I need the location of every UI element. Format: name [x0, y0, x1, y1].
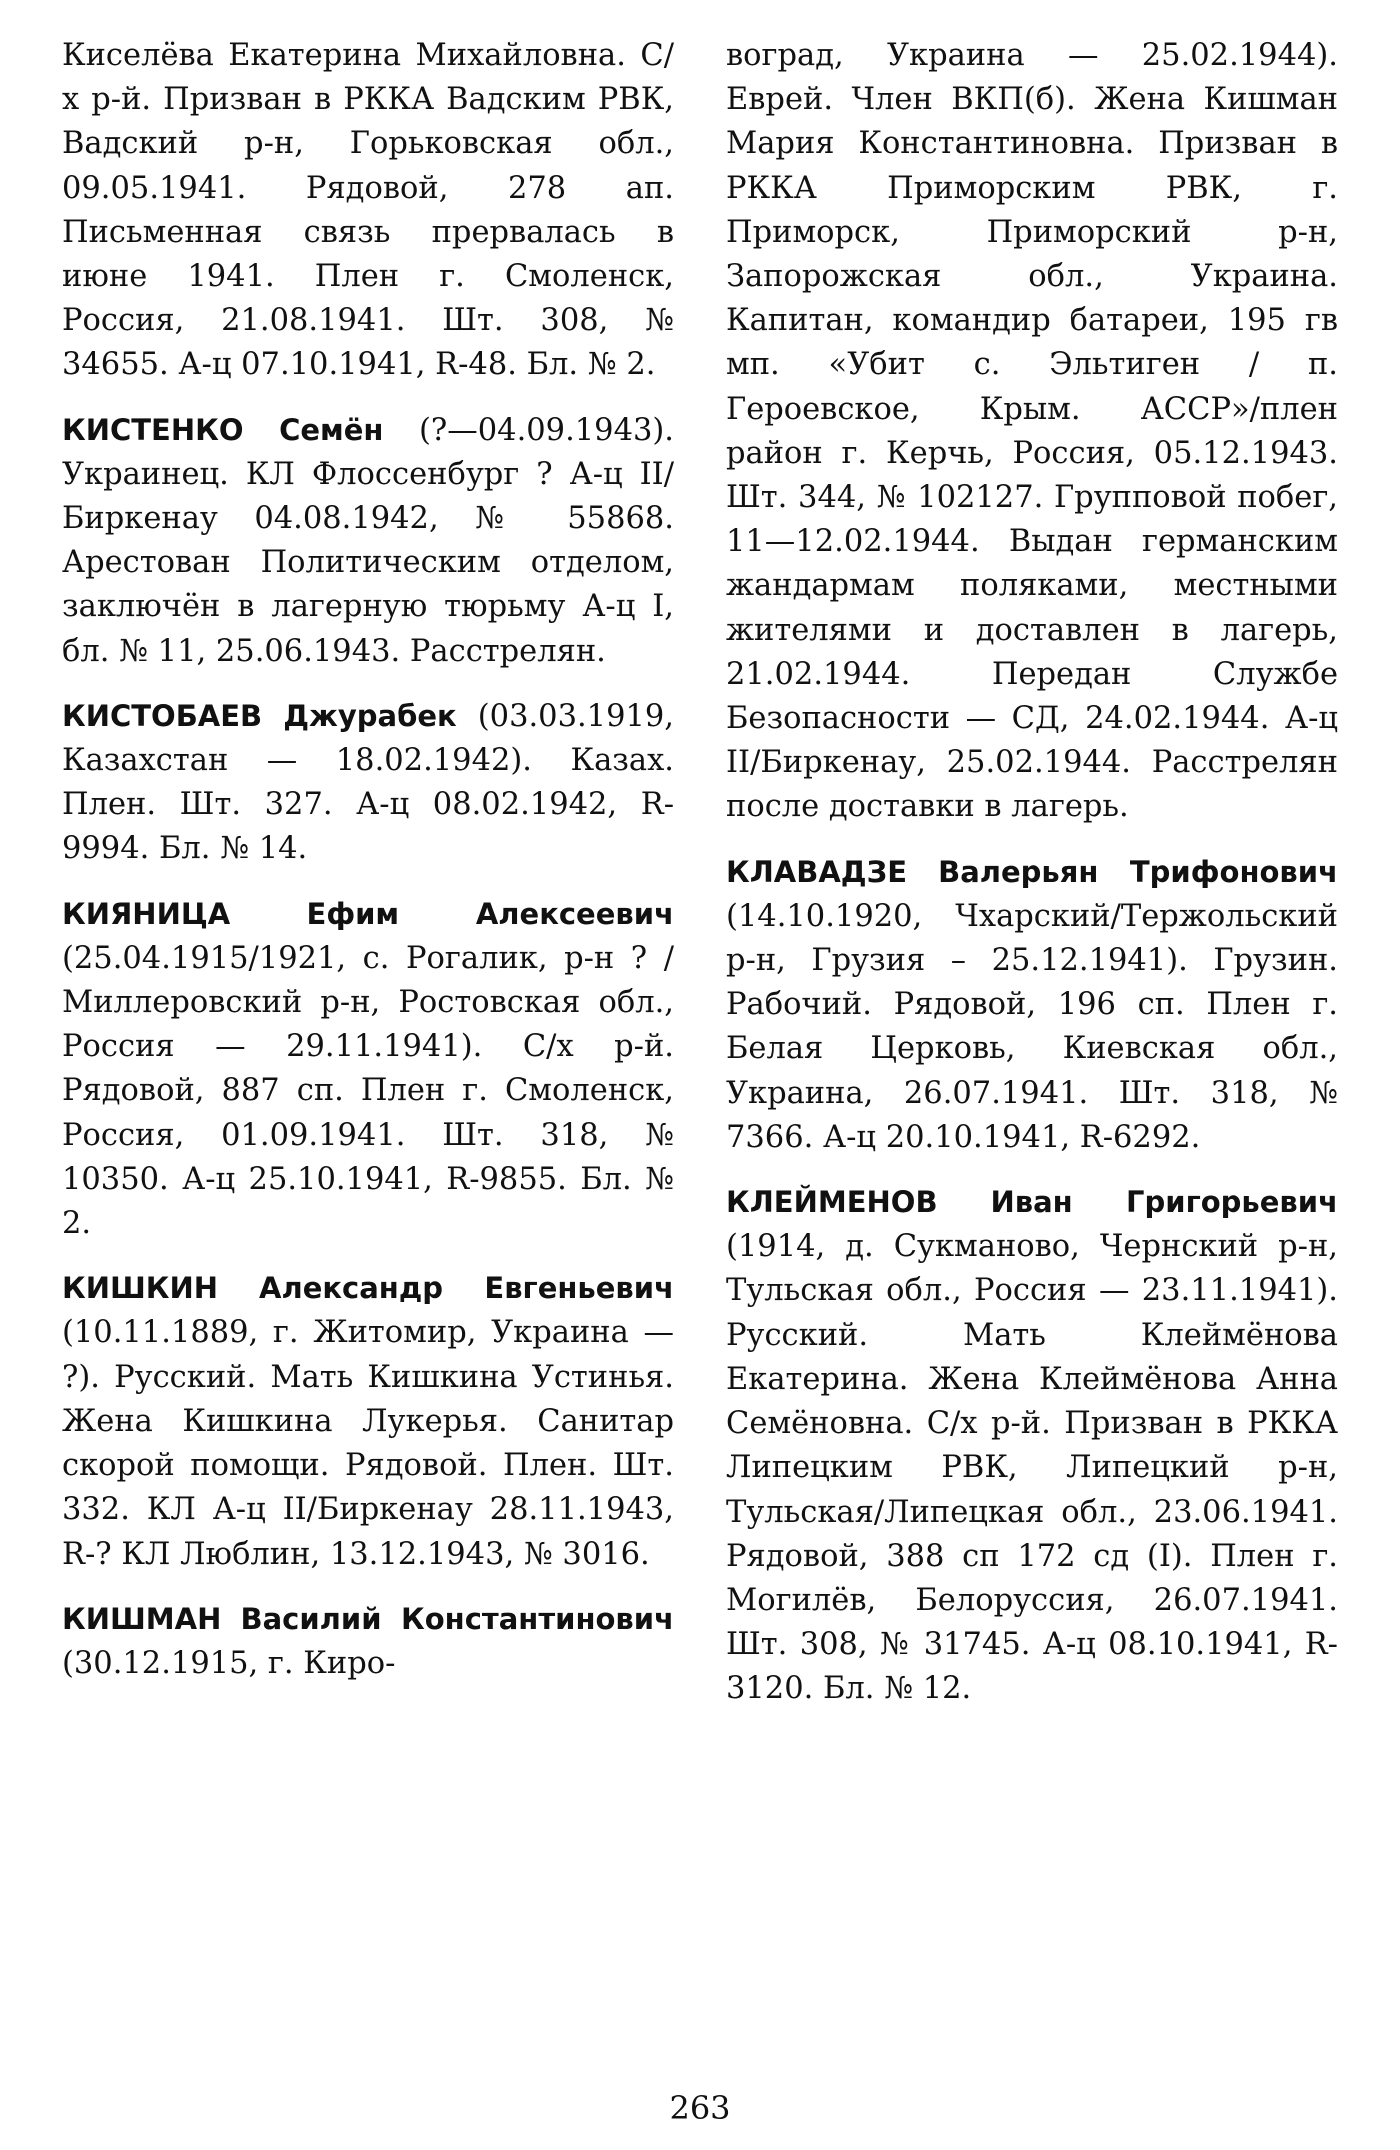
entry-surname: КЛАВАДЗЕ	[726, 854, 908, 889]
entry-given-name: Ефим Алексеевич	[306, 896, 674, 931]
entry-given-name: Валерьян Трифонович	[938, 854, 1338, 889]
entry-details: (25.04.1915/1921, с. Рогалик, р-н ? / Миллеровский р-н, Ростовская обл., Россия — 29.11.1941). С/х р-й. Рядовой, 887 сп. Плен г. Смоленск, Россия, 01.09.1941. Шт. 318, № 10350. А-ц 25.10.1941, R-9855. Бл. № 2.	[62, 940, 674, 1242]
entry-given-name: Александр Евгеньевич	[259, 1271, 674, 1306]
continued-entry-text: Киселёва Екатерина Михайловна. С/х р-й. Призван в РККА Вадским РВК, Вадский р-н, Горьковская обл., 09.05.1941. Рядовой, 278 ап. Письменная связь прервалась в июне 1941. Плен г. Смоленск, Россия, 21.08.1941. Шт. 308, № 34655. А-ц 07.10.1941, R-48. Бл. № 2.	[62, 38, 674, 383]
entry-surname: КИСТЕНКО	[62, 412, 244, 447]
entry-given-name: Василий Константинович	[240, 1601, 674, 1636]
entry-klavadze	[726, 850, 1338, 1160]
entry-details: (30.12.1915, г. Киро-	[62, 1645, 396, 1681]
entry-kistenko	[62, 408, 674, 674]
entry-kishkin	[62, 1266, 674, 1576]
entry-given-name: Иван Григорьевич	[990, 1185, 1338, 1220]
left-column	[62, 34, 674, 1706]
entry-given-name: Джурабек	[283, 698, 457, 733]
entry-surname: КИЯНИЦА	[62, 896, 231, 931]
entry-surname: КИШКИН	[62, 1271, 219, 1306]
entry-kishman	[62, 1597, 674, 1686]
entry-surname: КИШМАН	[62, 1601, 222, 1636]
entry-details: (1914, д. Сукманово, Чернский р-н, Тульская обл., Россия — 23.11.1941). Русский. Мать Клеймёнова Екатерина. Жена Клеймёнова Анна Семёновна. С/х р-й. Призван в РККА Липецким РВК, Липецкий р-н, Тульская/Липецкая обл., 23.06.1941. Рядовой, 388 сп 172 сд (I). Плен г. Могилёв, Белоруссия, 26.07.1941. Шт. 308, № 31745. А-ц 08.10.1941, R-3120. Бл. № 12.	[726, 1229, 1338, 1707]
entry-given-name: Семён	[279, 412, 384, 447]
entry-details: (?—04.09.1943). Украинец. КЛ Флоссенбург ? А-ц II/Биркенау 04.08.1942, № 55868. Арестован Политическим отделом, заключён в лагерную тюрьму А-ц I, бл. № 11, 25.06.1943. Расстрелян.	[62, 412, 674, 669]
entry-details: (14.10.1920, Чхарский/Тержольский р-н, Грузия – 25.12.1941). Грузин. Рабочий. Рядовой, 196 сп. Плен г. Белая Церковь, Киевская обл., Украина, 26.07.1941. Шт. 318, № 7366. А-ц 20.10.1941, R-6292.	[726, 898, 1338, 1155]
entry-kleymenov	[726, 1180, 1338, 1711]
entry-details: (03.03.1919, Казахстан — 18.02.1942). Казах. Плен. Шт. 327. А-ц 08.02.1942, R-9994. Бл. № 14.	[62, 698, 674, 867]
entry-surname: КЛЕЙМЕНОВ	[726, 1185, 938, 1220]
continued-entry-text: воград, Украина — 25.02.1944). Еврей. Член ВКП(б). Жена Кишман Мария Константиновна. Призван в РККА Приморским РВК, г. Приморск, Приморский р-н, Запорожская обл., Украина. Капитан, командир батареи, 195 гв мп. «Убит с. Эльтиген / п. Героевское, Крым. АССР»/плен район г. Керчь, Россия, 05.12.1943. Шт. 344, № 102127. Групповой побег, 11—12.02.1944. Выдан германским жандармам поляками, местными жителями и доставлен в лагерь, 21.02.1944. Передан Службе Безопасности — СД, 24.02.1944. А-ц II/Биркенау, 25.02.1944. Расстрелян после доставки в лагерь.	[726, 38, 1338, 825]
right-column	[726, 34, 1338, 1732]
entry-surname: КИСТОБАЕВ	[62, 698, 263, 733]
entry-details: (10.11.1889, г. Житомир, Украина — ?). Русский. Мать Кишкина Устинья. Жена Кишкина Лукерья. Санитар скорой помощи. Рядовой. Плен. Шт. 332. КЛ А-ц II/Биркенау 28.11.1943, R-? КЛ Люблин, 13.12.1943, № 3016.	[62, 1315, 674, 1572]
page-number: 263	[669, 2089, 731, 2127]
entry-kiyanitsa	[62, 892, 674, 1247]
entry-kistobaev	[62, 694, 674, 872]
